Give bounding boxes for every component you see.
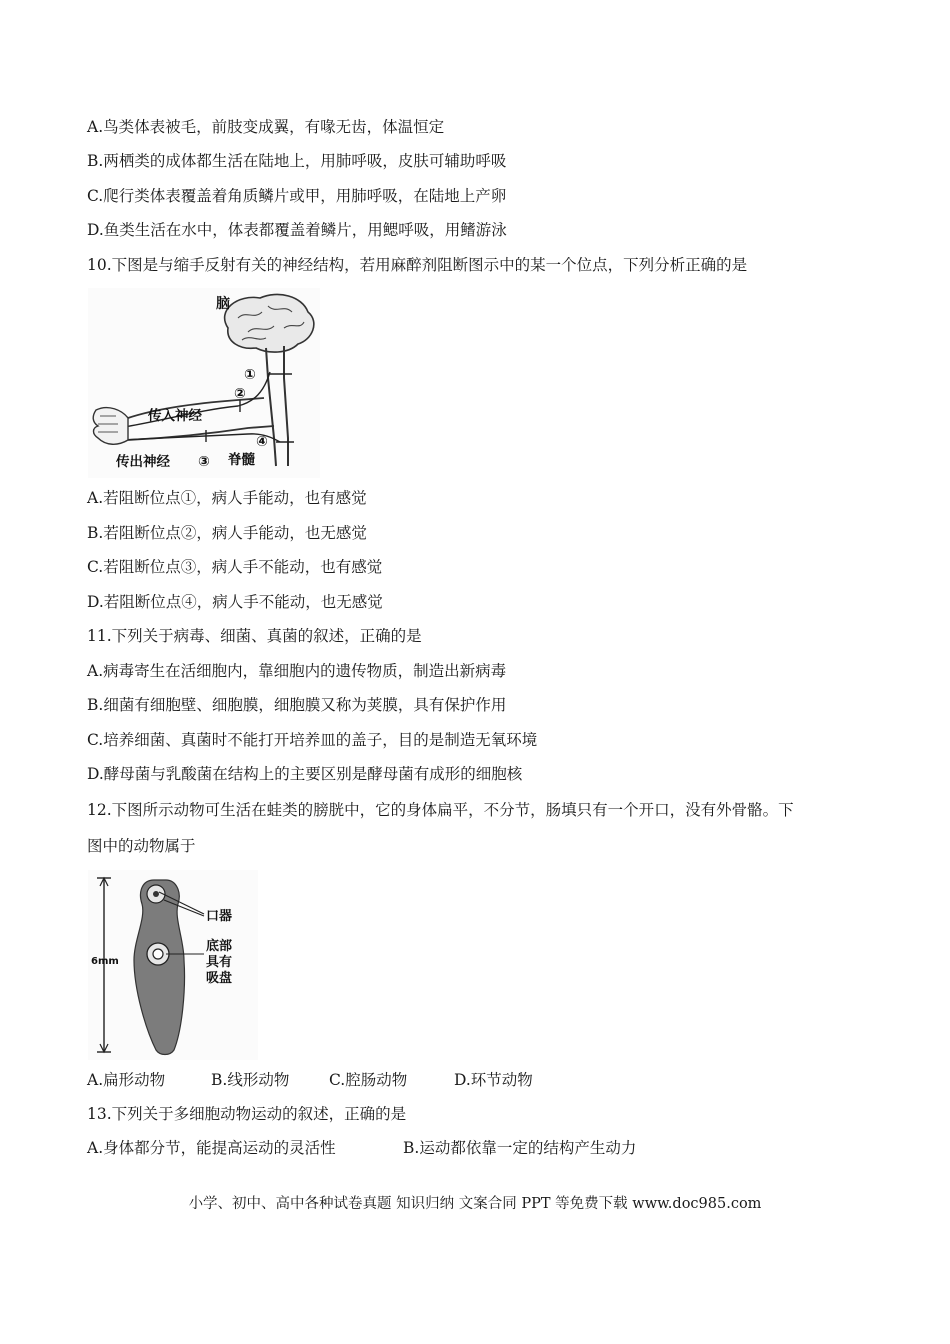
label-point-1: ① bbox=[244, 367, 256, 383]
q10-stem: 10.下图是与缩手反射有关的神经结构，若用麻醉剂阻断图示中的某一个位点，下列分析正确的是 bbox=[87, 256, 748, 274]
label-point-4: ④ bbox=[256, 434, 268, 450]
q11-option-c: C.培养细菌、真菌时不能打开培养皿的盖子，目的是制造无氧环境 bbox=[87, 731, 538, 749]
q11-option-b: B.细菌有细胞壁、细胞膜，细胞膜又称为荚膜，具有保护作用 bbox=[87, 696, 507, 714]
label-point-3: ③ bbox=[198, 454, 210, 470]
q13-option-b: B.运动都依靠一定的结构产生动力 bbox=[403, 1139, 637, 1157]
q9-option-b: B.两栖类的成体都生活在陆地上，用肺呼吸，皮肤可辅助呼吸 bbox=[87, 152, 507, 170]
q9-option-c: C.爬行类体表覆盖着角质鳞片或甲，用肺呼吸，在陆地上产卵 bbox=[87, 187, 507, 205]
q12-stem-line2: 图中的动物属于 bbox=[87, 837, 196, 855]
label-brain: 脑 bbox=[216, 296, 230, 312]
reflex-arc-figure bbox=[88, 288, 320, 478]
q12-option-d: D.环节动物 bbox=[454, 1071, 533, 1089]
label-length: 6mm bbox=[91, 956, 119, 967]
q12-stem-line1: 12.下图所示动物可生活在蛙类的膀胱中，它的身体扁平，不分节，肠填只有一个开口，没有外骨骼。下 bbox=[87, 801, 794, 819]
label-sucker-3: 吸盘 bbox=[206, 971, 233, 986]
label-spinal-cord: 脊髓 bbox=[228, 452, 255, 468]
label-afferent-nerve: 传入神经 bbox=[148, 408, 202, 424]
q12-option-b: B.线形动物 bbox=[211, 1071, 290, 1089]
q10-option-c: C.若阻断位点③，病人手不能动，也有感觉 bbox=[87, 558, 383, 576]
page-footer: 小学、初中、高中各种试卷真题 知识归纳 文案合同 PPT 等免费下载 www.doc985.com bbox=[188, 1196, 762, 1212]
q13-stem: 13.下列关于多细胞动物运动的叙述，正确的是 bbox=[87, 1105, 407, 1123]
label-efferent-nerve: 传出神经 bbox=[116, 454, 170, 470]
q9-option-a: A.鸟类体表被毛，前肢变成翼，有喙无齿，体温恒定 bbox=[87, 118, 445, 136]
flatworm-figure bbox=[88, 870, 258, 1060]
q10-option-b: B.若阻断位点②，病人手能动，也无感觉 bbox=[87, 524, 367, 542]
label-mouth: 口器 bbox=[206, 909, 233, 924]
q12-option-c: C.腔肠动物 bbox=[329, 1071, 408, 1089]
q11-stem: 11.下列关于病毒、细菌、真菌的叙述，正确的是 bbox=[87, 627, 422, 645]
q11-option-a: A.病毒寄生在活细胞内，靠细胞内的遗传物质，制造出新病毒 bbox=[87, 662, 507, 680]
q10-option-d: D.若阻断位点④，病人手不能动，也无感觉 bbox=[87, 593, 383, 611]
label-point-2: ② bbox=[234, 386, 246, 402]
q11-option-d: D.酵母菌与乳酸菌在结构上的主要区别是酵母菌有成形的细胞核 bbox=[87, 765, 523, 783]
q10-option-a: A.若阻断位点①，病人手能动，也有感觉 bbox=[87, 489, 367, 507]
q9-option-d: D.鱼类生活在水中，体表都覆盖着鳞片，用鳃呼吸，用鳍游泳 bbox=[87, 221, 507, 239]
q13-option-a: A.身体都分节，能提高运动的灵活性 bbox=[87, 1139, 336, 1157]
brain-drawing bbox=[225, 294, 314, 352]
q12-option-a: A.扁形动物 bbox=[87, 1071, 166, 1089]
label-sucker-1: 底部 bbox=[206, 939, 233, 954]
label-sucker-2: 具有 bbox=[206, 955, 233, 970]
